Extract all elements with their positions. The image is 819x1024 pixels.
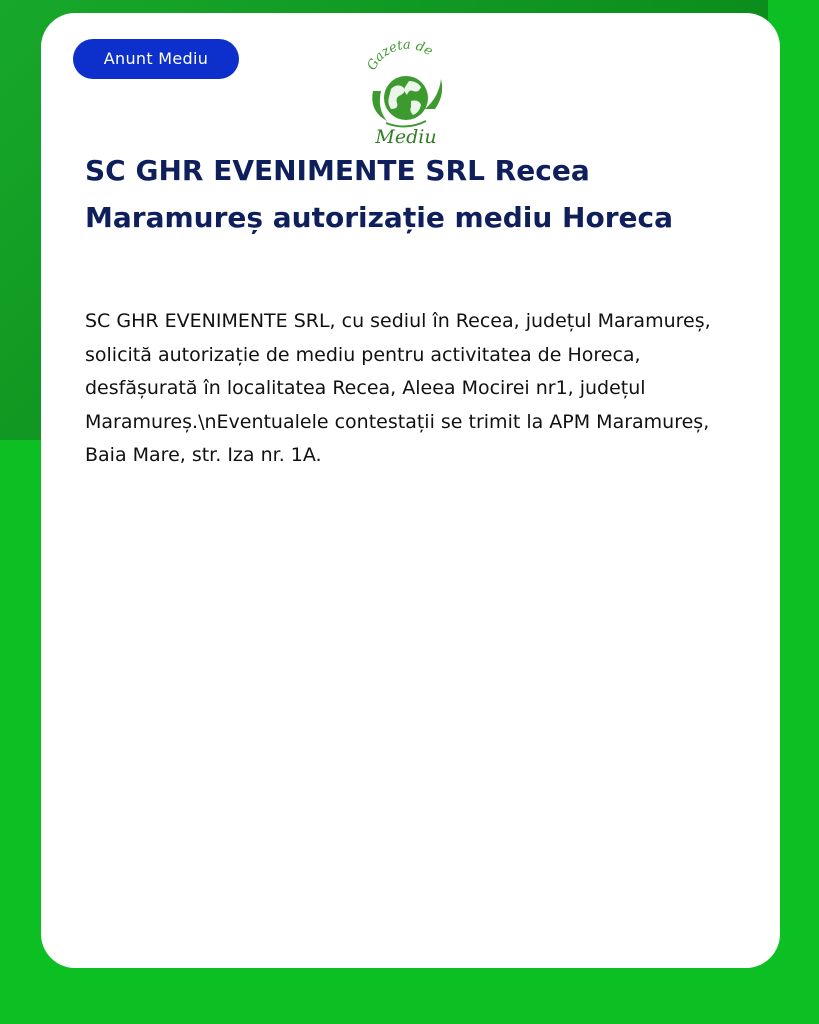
svg-text:Mediu: Mediu	[375, 126, 437, 148]
gazeta-de-mediu-logo	[351, 31, 461, 149]
announcement-card	[41, 13, 780, 968]
svg-text:Gazeta de: Gazeta de	[364, 37, 436, 74]
category-badge[interactable]: Anunt Mediu	[73, 39, 239, 79]
announcement-body: SC GHR EVENIMENTE SRL, cu sediul în Recea, județul Maramureș, solicită autorizație de mediu pentru activitatea de Horeca, desfășurată în localitatea Recea, Aleea Mocirei nr1, județul Maramureș.\nEventualele contestații se trimit la APM Maramureș, Baia Mare, str. Iza nr. 1A.	[85, 310, 711, 466]
announcement-title: SC GHR EVENIMENTE SRL Recea Maramureș autorizație mediu Horeca	[85, 154, 673, 234]
